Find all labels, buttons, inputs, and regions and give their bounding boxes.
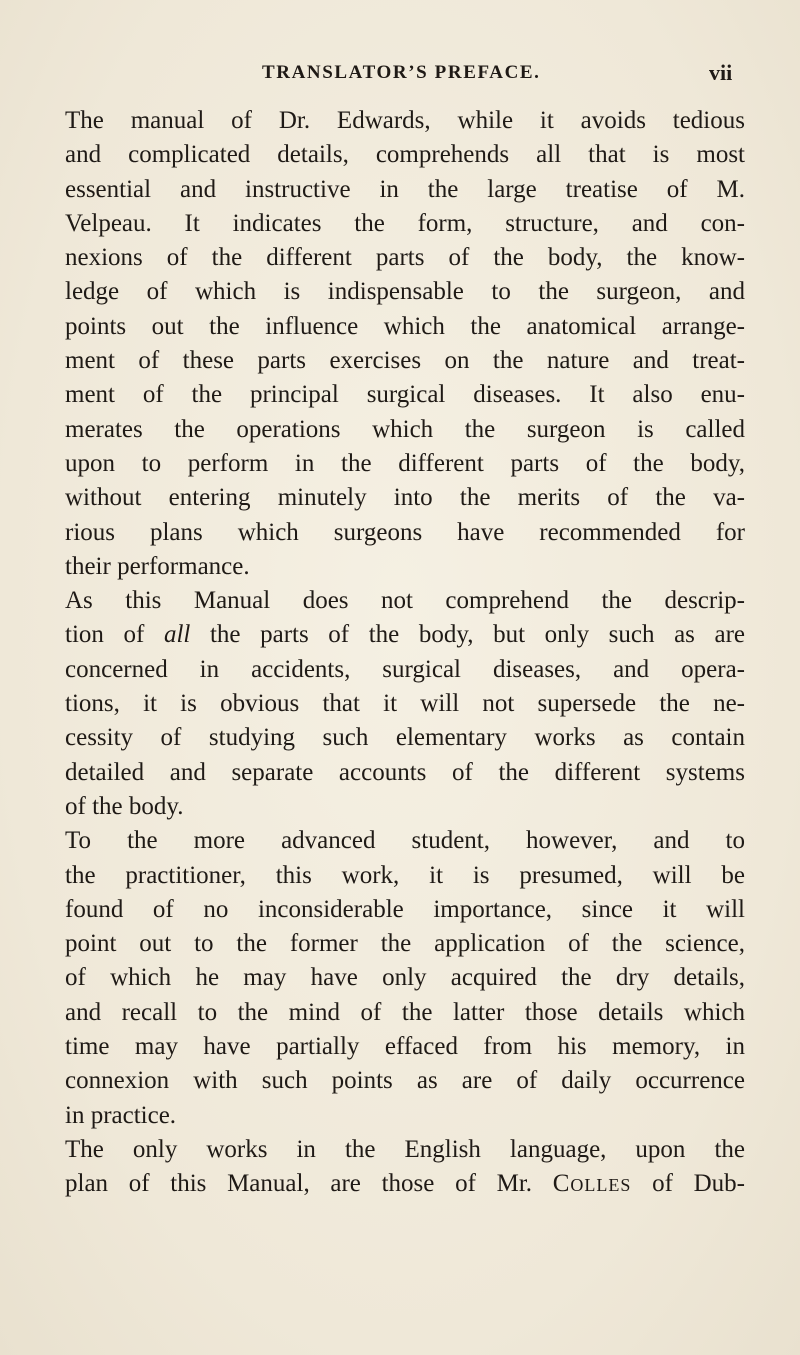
line-segment: plan of this Manual, are those of Mr. [65,1170,533,1198]
text-line: the practitioner, this work, it is presumed, will be [65,861,745,889]
text-line: without entering minutely into the merits of the va- [65,484,745,512]
line-segment: tion of [65,621,145,649]
text-line: their performance. [65,552,250,580]
text-line: point out to the former the application of the science, [65,930,745,958]
paragraph-4 [65,1133,745,1202]
italic-emphasis: all [163,621,191,649]
text-line: ledge of which is indispensable to the surgeon, and [65,278,745,306]
text-line: rious plans which surgeons have recommended for [65,518,745,546]
text-line: tions, it is obvious that it will not supersede the ne- [65,690,745,718]
text-line: The manual of Dr. Edwards, while it avoids tedious [65,107,745,134]
paragraph-3 [65,824,745,1133]
body-text [65,104,745,1202]
text-line: As this Manual does not comprehend the descrip- [65,587,745,615]
text-line: cessity of studying such elementary works as contain [65,724,745,752]
text-line: merates the operations which the surgeon is called [65,415,745,443]
text-line-with-small-caps [65,1167,745,1201]
text-line-with-italic [65,618,745,652]
text-line: and complicated details, comprehends all that is most [65,141,745,169]
running-head: TRANSLATOR’S PREFACE. [262,62,541,83]
line-segment: the parts of the body, but only such as are [209,621,746,649]
text-line: The only works in the English language, upon the [65,1135,745,1163]
text-line: concerned in accidents, surgical diseases, and opera- [65,655,745,683]
text-line: and recall to the mind of the latter those details which [65,998,745,1026]
page-header [0,60,800,90]
small-caps-name: Colles [552,1170,632,1198]
text-line: of which he may have only acquired the dry details, [65,964,745,992]
page-number: vii [709,60,733,85]
text-line: connexion with such points as are of daily occurrence [65,1067,745,1095]
text-line: nexions of the different parts of the body, the know- [65,244,745,272]
text-line: ment of these parts exercises on the nature and treat- [65,347,745,375]
paragraph-1 [65,104,745,584]
text-line: of the body. [65,792,184,820]
text-line: detailed and separate accounts of the different systems [65,758,745,786]
paragraph-2 [65,584,745,824]
text-line: To the more advanced student, however, and to [65,827,745,855]
text-line: in practice. [65,1101,177,1129]
text-line: found of no inconsiderable importance, since it will [65,895,745,923]
text-line: time may have partially effaced from his memory, in [65,1033,745,1061]
text-line: upon to perform in the different parts of the body, [65,449,745,477]
line-segment: of Dub- [652,1170,745,1198]
text-line: essential and instructive in the large treatise of M. [65,175,745,203]
text-line: points out the influence which the anatomical arrange- [65,312,745,340]
text-line: ment of the principal surgical diseases. It also enu- [65,381,745,409]
text-line: Velpeau. It indicates the form, structure, and con- [65,209,745,237]
